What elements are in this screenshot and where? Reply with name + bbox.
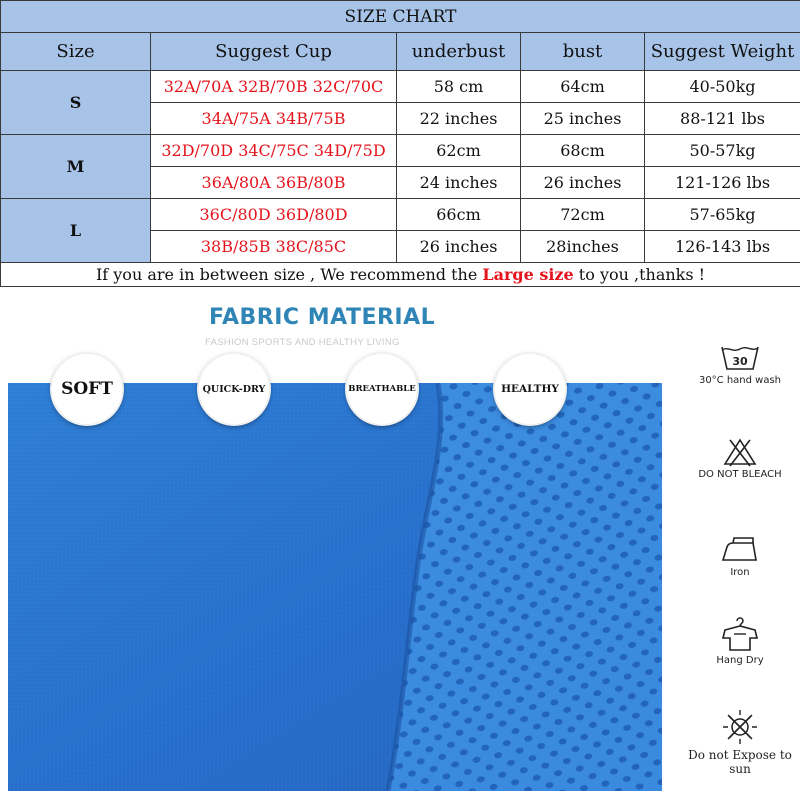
underbust-value: 22 inches	[397, 103, 521, 135]
size-chart	[0, 0, 799, 286]
bust-value: 26 inches	[521, 167, 645, 199]
underbust-value: 26 inches	[397, 231, 521, 263]
cup-sizes: 34A/75A 34B/75B	[151, 103, 397, 135]
iron-icon	[719, 535, 761, 565]
underbust-value: 62cm	[397, 135, 521, 167]
badge-quick-dry-label: QUICK-DRY	[202, 383, 266, 395]
header-size: Size	[1, 33, 151, 71]
cup-sizes: 36A/80A 36B/80B	[151, 167, 397, 199]
weight-value: 40-50kg	[645, 71, 800, 103]
table-row	[1, 199, 800, 231]
weight-value: 88-121 lbs	[645, 103, 800, 135]
badge-soft	[52, 354, 122, 424]
note-text-after: to you ,thanks !	[573, 265, 706, 284]
table-header-row	[1, 33, 800, 71]
care-no-bleach	[680, 437, 800, 480]
header-bust: bust	[521, 33, 645, 71]
care-label: Iron	[730, 567, 750, 578]
cup-sizes: 36C/80D 36D/80D	[151, 199, 397, 231]
table-row	[1, 71, 800, 103]
care-hang-dry	[680, 615, 800, 666]
cup-sizes: 32A/70A 32B/70B 32C/70C	[151, 71, 397, 103]
size-label: L	[1, 199, 151, 263]
header-suggest-cup: Suggest Cup	[151, 33, 397, 71]
cup-sizes: 32D/70D 34C/75C 34D/75D	[151, 135, 397, 167]
no-bleach-icon	[722, 437, 758, 467]
badge-healthy	[495, 354, 565, 424]
header-suggest-weight: Suggest Weight	[645, 33, 800, 71]
care-hand-wash	[680, 343, 800, 386]
weight-value: 57-65kg	[645, 199, 800, 231]
table-row	[1, 135, 800, 167]
fabric-title: FABRIC MATERIAL	[209, 305, 436, 330]
size-label: S	[1, 71, 151, 135]
bust-value: 28inches	[521, 231, 645, 263]
header-underbust: underbust	[397, 33, 521, 71]
underbust-value: 66cm	[397, 199, 521, 231]
size-label: M	[1, 135, 151, 199]
underbust-value: 24 inches	[397, 167, 521, 199]
size-chart-title: SIZE CHART	[1, 1, 800, 33]
weight-value: 121-126 lbs	[645, 167, 800, 199]
size-chart-table	[0, 0, 800, 287]
care-iron	[680, 535, 800, 578]
care-label: Hang Dry	[716, 655, 764, 666]
bust-value: 64cm	[521, 71, 645, 103]
size-note	[1, 263, 800, 287]
badge-quick-dry	[199, 354, 269, 424]
weight-value: 50-57kg	[645, 135, 800, 167]
no-sun-icon	[720, 708, 760, 746]
underbust-value: 58 cm	[397, 71, 521, 103]
note-highlight: Large size	[482, 265, 574, 284]
bust-value: 72cm	[521, 199, 645, 231]
bust-value: 25 inches	[521, 103, 645, 135]
fabric-subtitle: FASHION SPORTS AND HEALTHY LIVING	[205, 337, 400, 348]
bust-value: 68cm	[521, 135, 645, 167]
weight-value: 126-143 lbs	[645, 231, 800, 263]
badge-healthy-label: HEALTHY	[501, 383, 559, 395]
hand-wash-icon	[719, 343, 761, 373]
wash-temp: 30	[732, 355, 748, 368]
cup-sizes: 38B/85B 38C/85C	[151, 231, 397, 263]
badge-soft-label: SOFT	[61, 379, 113, 399]
care-no-sun	[680, 708, 800, 776]
care-label: DO NOT BLEACH	[698, 469, 782, 480]
care-label: 30°C hand wash	[698, 375, 782, 386]
badge-breathable-label: BREATHABLE	[348, 384, 416, 394]
fabric-photo	[8, 383, 662, 791]
hang-dry-icon	[720, 615, 760, 653]
care-label: Do not Expose to sun	[688, 748, 792, 776]
note-text-before: If you are in between size , We recommend the	[95, 265, 483, 284]
badge-breathable	[347, 354, 417, 424]
